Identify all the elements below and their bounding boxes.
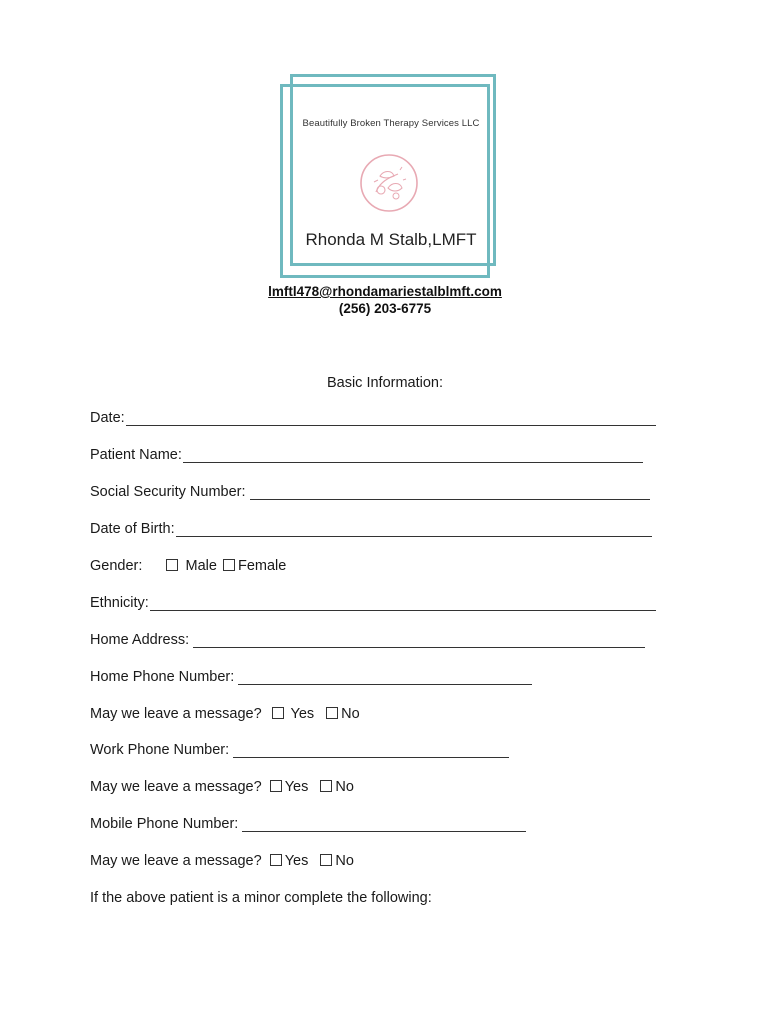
home-message-yes-checkbox[interactable] xyxy=(272,707,284,719)
gender-label: Gender: xyxy=(90,558,143,574)
home-address-input-line[interactable] xyxy=(193,632,645,648)
gender-male-checkbox[interactable] xyxy=(166,559,178,571)
home-address-label: Home Address: xyxy=(90,632,190,648)
date-input-line[interactable] xyxy=(126,410,656,426)
home-phone-input-line[interactable] xyxy=(238,669,532,685)
practice-logo xyxy=(280,72,502,280)
patient-name-field xyxy=(90,447,643,463)
minor-note: If the above patient is a minor complete the following: xyxy=(90,890,432,906)
date-label: Date: xyxy=(90,410,125,426)
ssn-label: Social Security Number: xyxy=(90,484,246,500)
home-phone-label: Home Phone Number: xyxy=(90,669,235,685)
home-message-yes-label: Yes xyxy=(290,706,315,722)
mobile-message-yes-label: Yes xyxy=(284,853,309,869)
date-field xyxy=(90,410,656,426)
dob-label: Date of Birth: xyxy=(90,521,175,537)
contact-email[interactable]: lmftl478@rhondamariestalblmft.com xyxy=(268,284,502,299)
work-phone-input-line[interactable] xyxy=(233,742,509,758)
mobile-phone-input-line[interactable] xyxy=(242,816,526,832)
mobile-message-no-checkbox[interactable] xyxy=(320,854,332,866)
ethnicity-input-line[interactable] xyxy=(150,595,656,611)
work-phone-label: Work Phone Number: xyxy=(90,742,230,758)
ethnicity-field xyxy=(90,595,656,611)
mobile-message-yes-checkbox[interactable] xyxy=(270,854,282,866)
mobile-phone-field xyxy=(90,816,526,832)
mobile-message-no-label: No xyxy=(335,853,354,869)
gender-field xyxy=(90,558,286,574)
work-message-no-checkbox[interactable] xyxy=(320,780,332,792)
work-message-question: May we leave a message? xyxy=(90,779,262,795)
patient-name-input-line[interactable] xyxy=(183,447,643,463)
home-address-field xyxy=(90,632,645,648)
home-message-field xyxy=(90,706,360,722)
home-phone-field xyxy=(90,669,532,685)
mobile-message-field xyxy=(90,853,354,869)
mobile-message-question: May we leave a message? xyxy=(90,853,262,869)
work-phone-field xyxy=(90,742,509,758)
home-message-no-checkbox[interactable] xyxy=(326,707,338,719)
gender-female-checkbox[interactable] xyxy=(223,559,235,571)
contact-phone: (256) 203-6775 xyxy=(338,301,432,316)
work-message-yes-checkbox[interactable] xyxy=(270,780,282,792)
work-message-yes-label: Yes xyxy=(284,779,309,795)
dob-field xyxy=(90,521,652,537)
home-message-question: May we leave a message? xyxy=(90,706,262,722)
ssn-field xyxy=(90,484,650,500)
home-message-no-label: No xyxy=(341,706,360,722)
section-title: Basic Information: xyxy=(326,375,444,391)
gender-female-label: Female xyxy=(237,558,287,574)
ethnicity-label: Ethnicity: xyxy=(90,595,149,611)
work-message-no-label: No xyxy=(335,779,354,795)
ssn-input-line[interactable] xyxy=(250,484,650,500)
work-message-field xyxy=(90,779,354,795)
patient-name-label: Patient Name: xyxy=(90,447,182,463)
gender-male-label: Male xyxy=(185,558,217,574)
mobile-phone-label: Mobile Phone Number: xyxy=(90,816,239,832)
dob-input-line[interactable] xyxy=(176,521,652,537)
therapist-name: Rhonda M Stalb,LMFT xyxy=(305,230,477,249)
company-name: Beautifully Broken Therapy Services LLC xyxy=(302,118,480,129)
floral-emblem-icon xyxy=(358,152,420,214)
